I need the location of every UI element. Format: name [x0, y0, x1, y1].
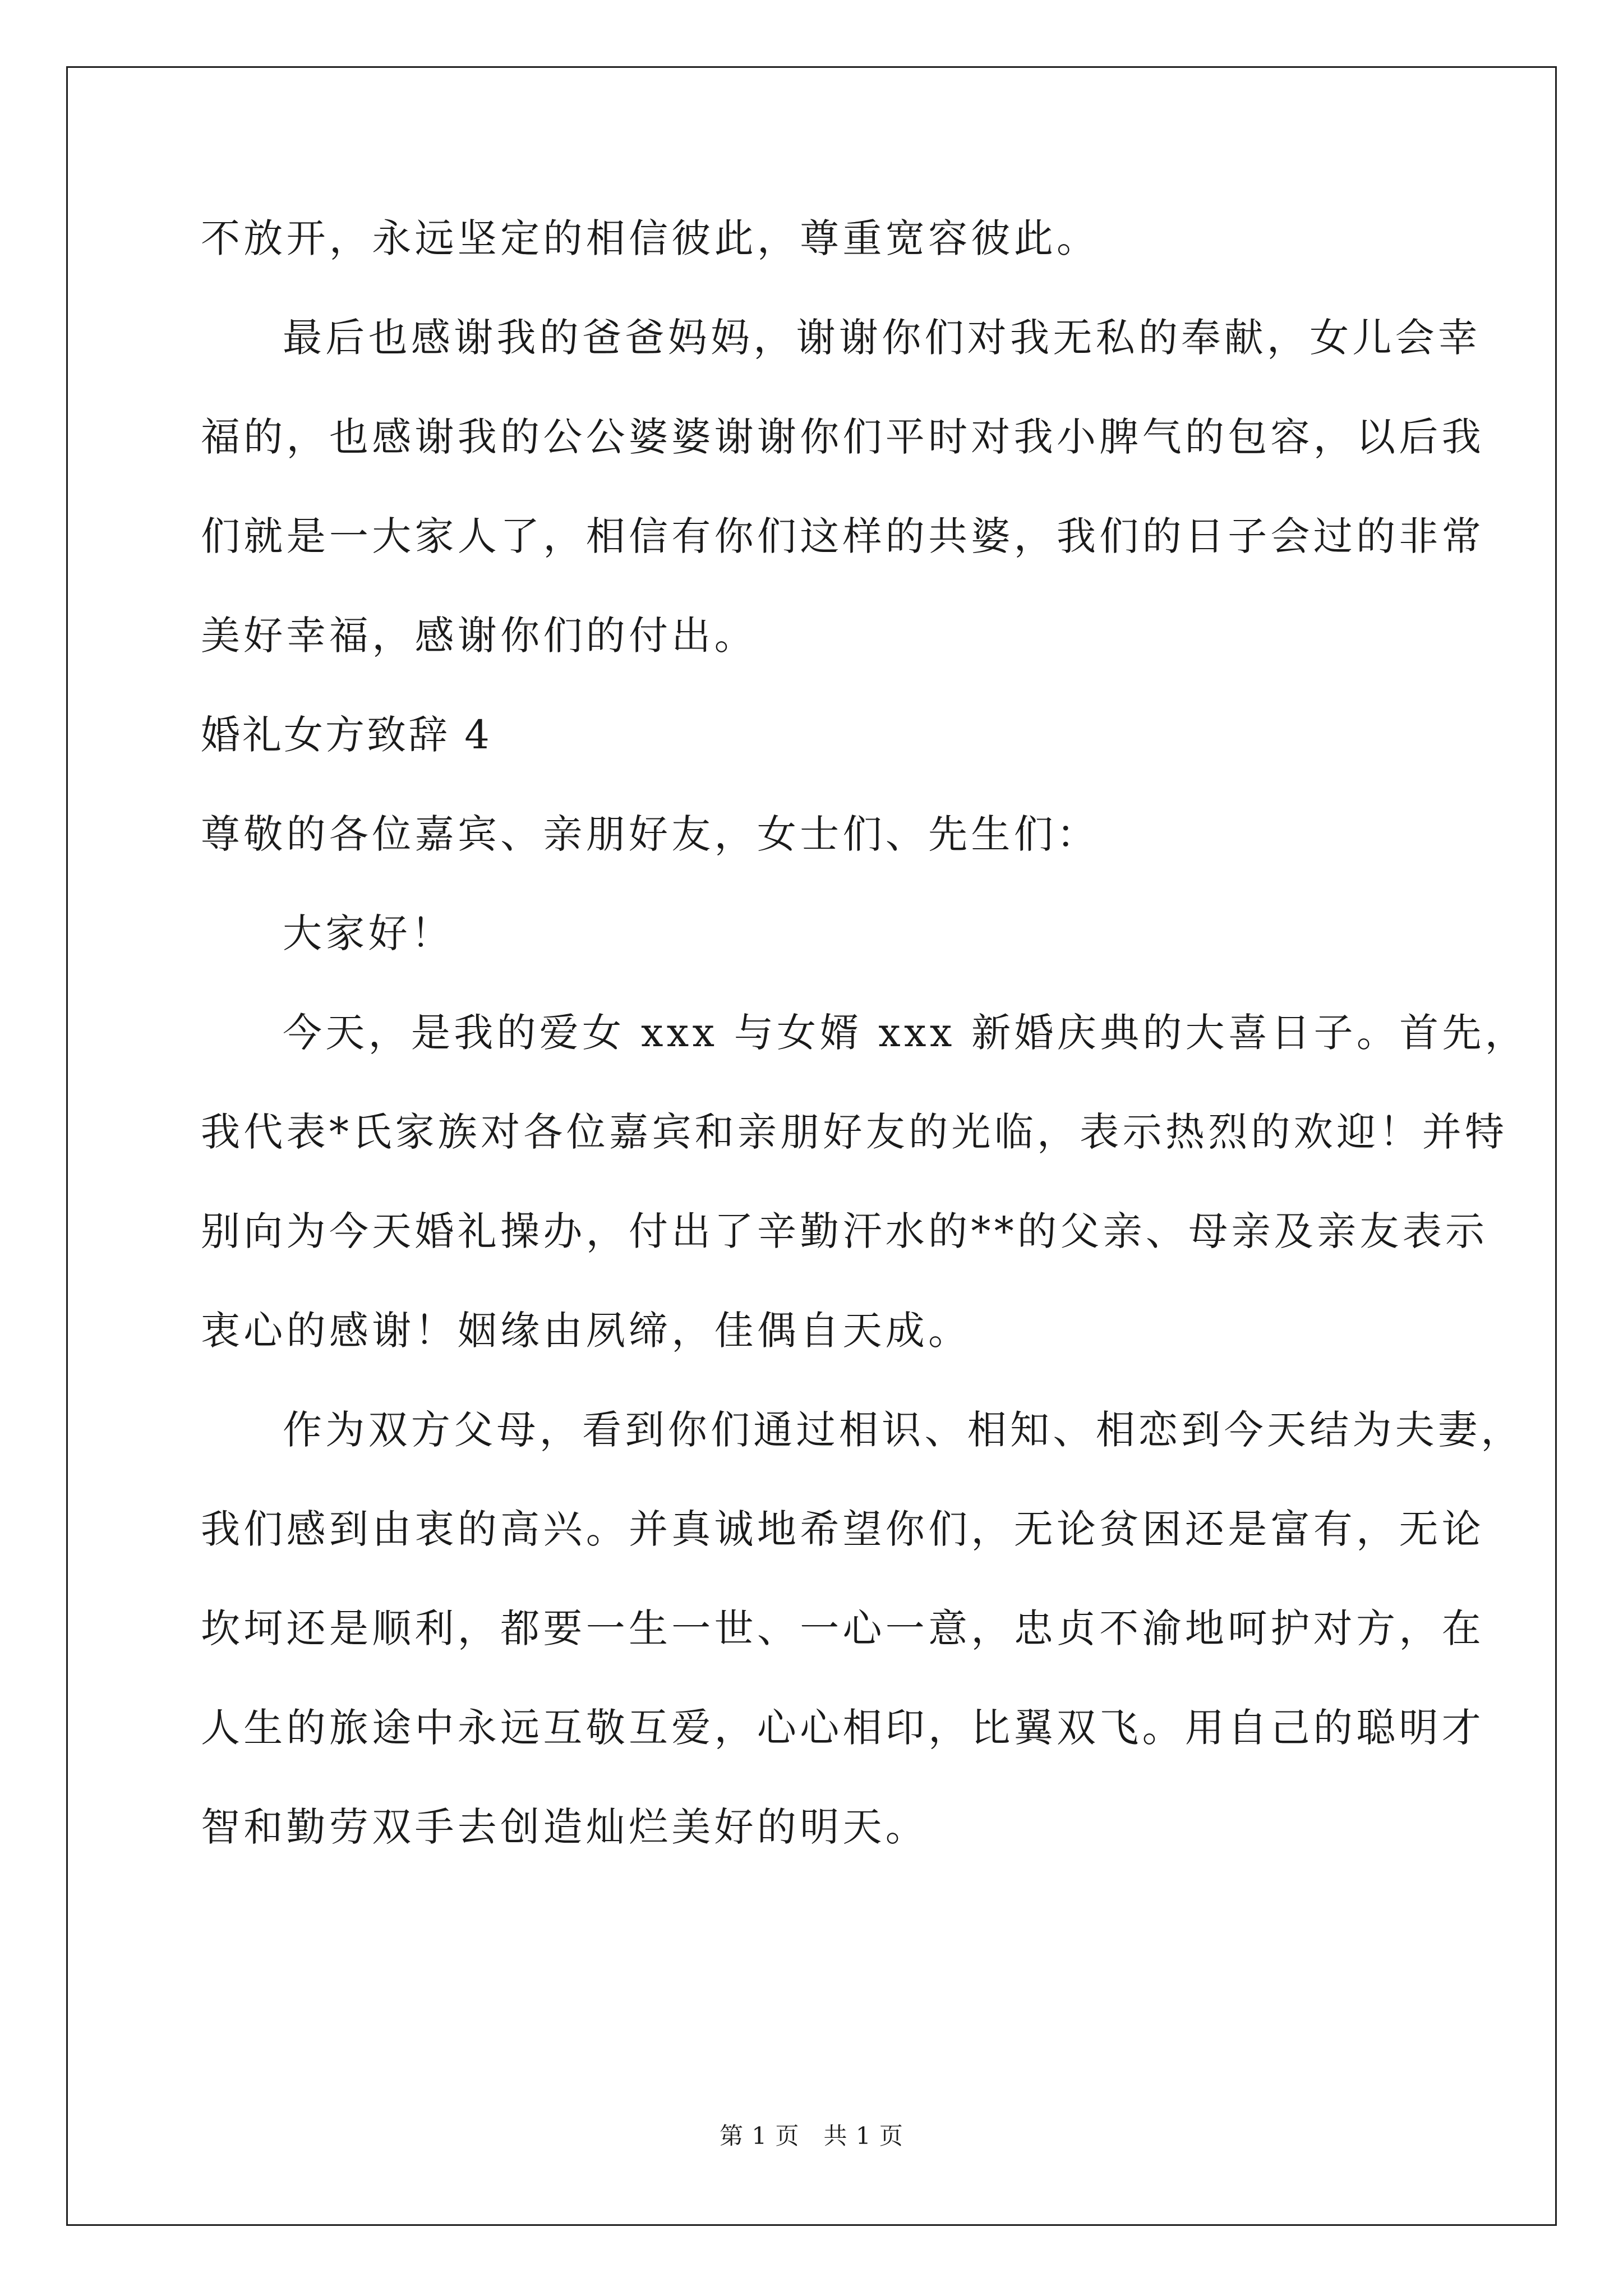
text-line: 我们感到由衷的高兴。并真诚地希望你们，无论贫困还是富有，无论 [201, 1506, 1484, 1552]
text-line: 人生的旅途中永远互敬互爱，心心相印，比翼双飞。用自己的聪明才 [201, 1705, 1484, 1751]
text-line: 们就是一大家人了，相信有你们这样的共婆，我们的日子会过的非常 [201, 513, 1484, 559]
greeting-line: 大家好！ [283, 910, 454, 956]
text-line: 不放开，永远坚定的相信彼此，尊重宽容彼此。 [201, 215, 1100, 261]
text-line: 美好幸福，感谢你们的付出。 [201, 613, 757, 659]
paragraph-line: 今天，是我的爱女 xxx 与女婿 xxx 新婚庆典的大喜日子。首先， [283, 1010, 1528, 1056]
text-line: 衷心的感谢！姻缘由夙缔，佳偶自天成。 [201, 1308, 971, 1354]
text-line: 福的，也感谢我的公公婆婆谢谢你们平时对我小脾气的包容，以后我 [201, 414, 1484, 460]
text-line: 智和勤劳双手去创造灿烂美好的明天。 [201, 1804, 929, 1850]
text-line: 坎坷还是顺利，都要一生一世、一心一意，忠贞不渝地呵护对方，在 [201, 1605, 1484, 1651]
section-heading: 婚礼女方致辞 4 [201, 712, 492, 758]
paragraph-line: 作为双方父母，看到你们通过相识、相知、相恋到今天结为夫妻， [283, 1407, 1524, 1453]
text-line: 别向为今天婚礼操办，付出了辛勤汗水的**的父亲、母亲及亲友表示 [201, 1208, 1488, 1254]
page-number-footer: 第 1 页 共 1 页 [720, 2122, 903, 2150]
salutation-line: 尊敬的各位嘉宾、亲朋好友，女士们、先生们： [201, 811, 1100, 857]
paragraph-line: 最后也感谢我的爸爸妈妈，谢谢你们对我无私的奉献，女儿会幸 [283, 315, 1481, 361]
text-line: 我代表*氏家族对各位嘉宾和亲朋好友的光临，表示热烈的欢迎！并特 [201, 1109, 1508, 1155]
